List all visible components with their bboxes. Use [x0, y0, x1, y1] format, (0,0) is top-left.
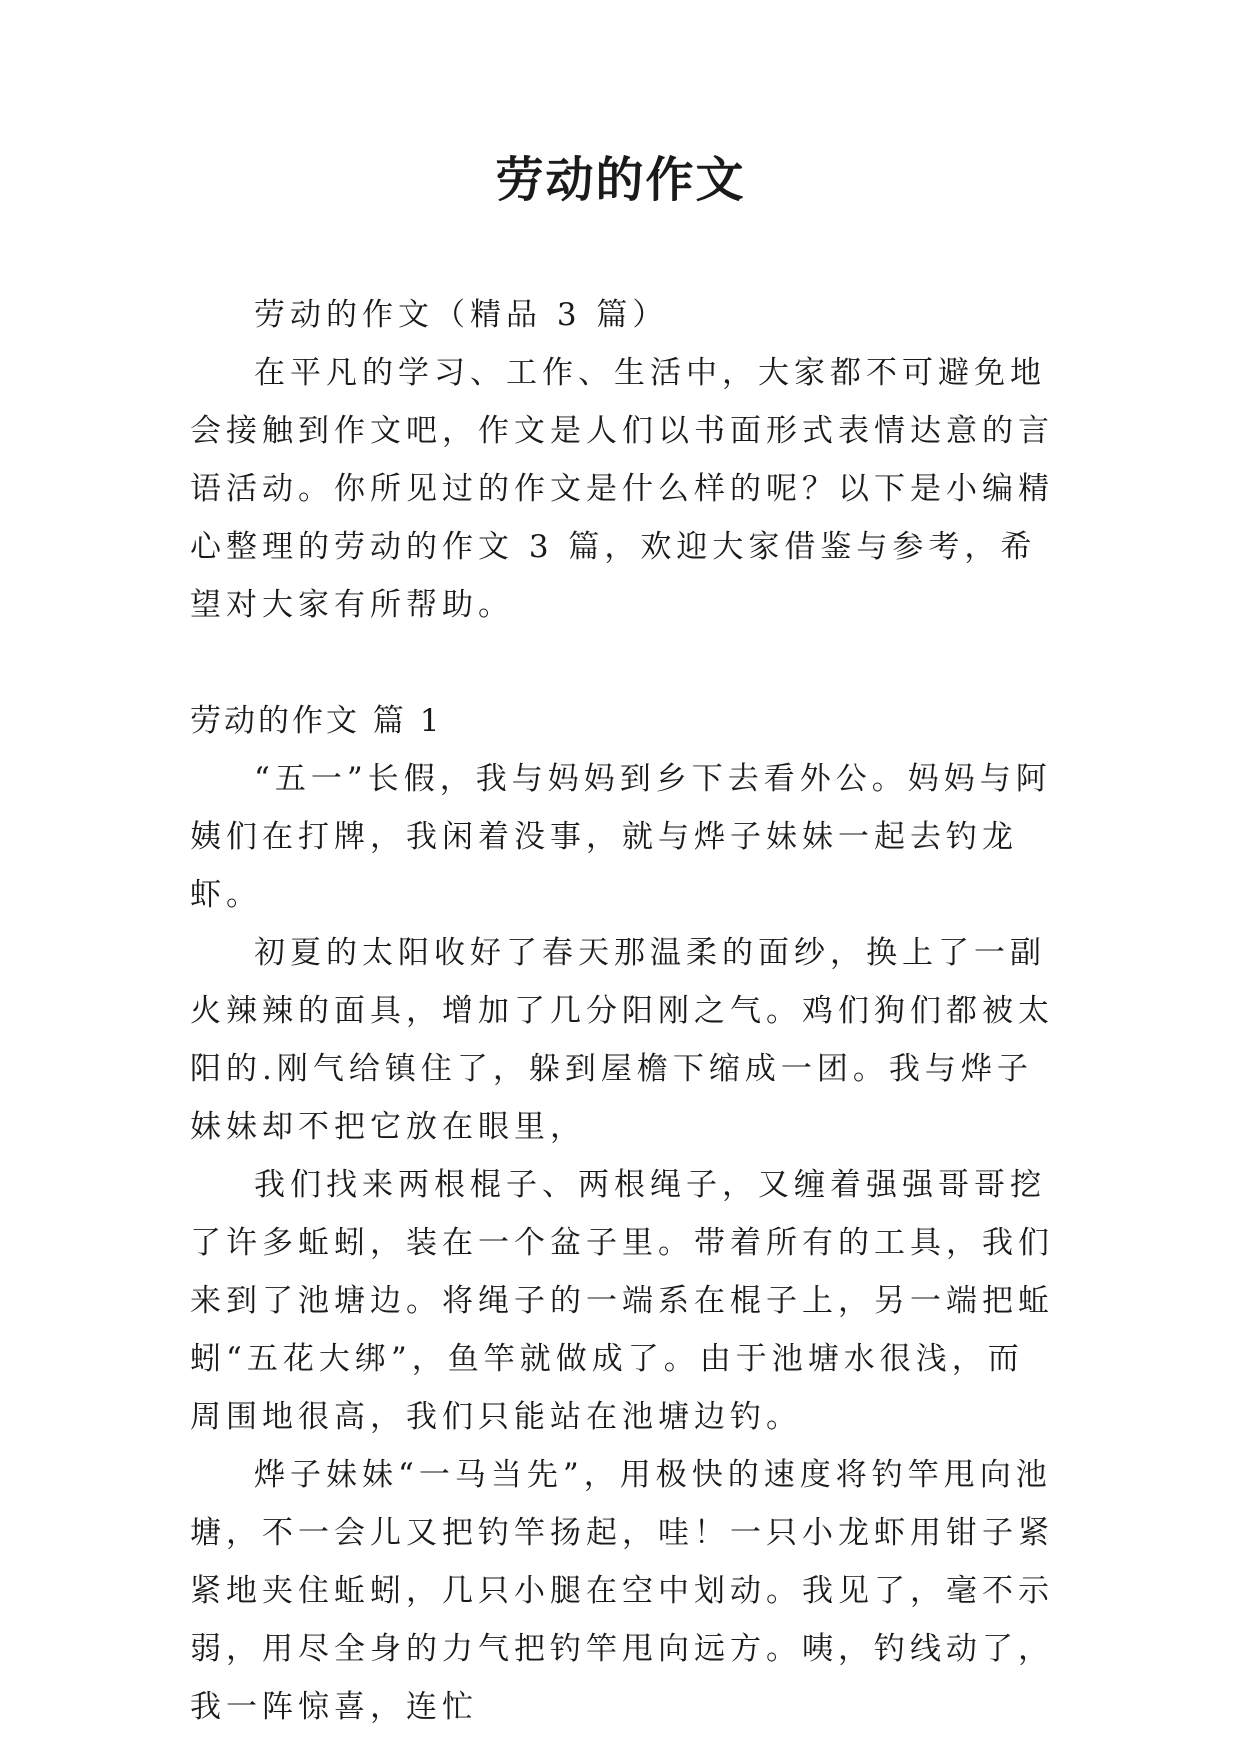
section-paragraph-1: “五一”长假，我与妈妈到乡下去看外公。妈妈与阿姨们在打牌，我闲着没事，就与烨子妹妹一起去钓龙虾。: [190, 761, 1052, 913]
document-title: 劳动的作文: [495, 152, 746, 208]
section-paragraph-2: 初夏的太阳收好了春天那温柔的面纱，换上了一副火辣辣的面具，增加了几分阳刚之气。鸡们狗们都被太阳的.刚气给镇住了，躲到屋檐下缩成一团。我与烨子妹妹却不把它放在眼里，: [190, 935, 1054, 1145]
document-subtitle: 劳动的作文（精品 3 篇）: [254, 297, 669, 333]
document-body: [190, 286, 1056, 1736]
section-paragraph-4: 烨子妹妹“一马当先”，用极快的速度将钓竿甩向池塘，不一会儿又把钓竿扬起，哇！一只小龙虾用钳子紧紧地夹住蚯蚓，几只小腿在空中划动。我见了，毫不示弱，用尽全身的力气把钓竿甩向远方。咦，钓线动了，我一阵惊喜，连忙: [190, 1457, 1054, 1725]
section-spacer: [190, 634, 1056, 692]
section-heading: 劳动的作文 篇 1: [190, 703, 443, 739]
section-paragraph-3: 我们找来两根棍子、两根绳子，又缠着强强哥哥挖了许多蚯蚓，装在一个盆子里。带着所有的工具，我们来到了池塘边。将绳子的一端系在棍子上，另一端把蚯蚓“五花大绑”，鱼竿就做成了。由于池塘水很浅，而周围地很高，我们只能站在池塘边钓。: [190, 1167, 1054, 1435]
intro-paragraph: 在平凡的学习、工作、生活中，大家都不可避免地会接触到作文吧，作文是人们以书面形式表情达意的言语活动。你所见过的作文是什么样的呢？以下是小编精心整理的劳动的作文 3 篇，欢迎大家借鉴与参考，希望对大家有所帮助。: [190, 355, 1054, 623]
